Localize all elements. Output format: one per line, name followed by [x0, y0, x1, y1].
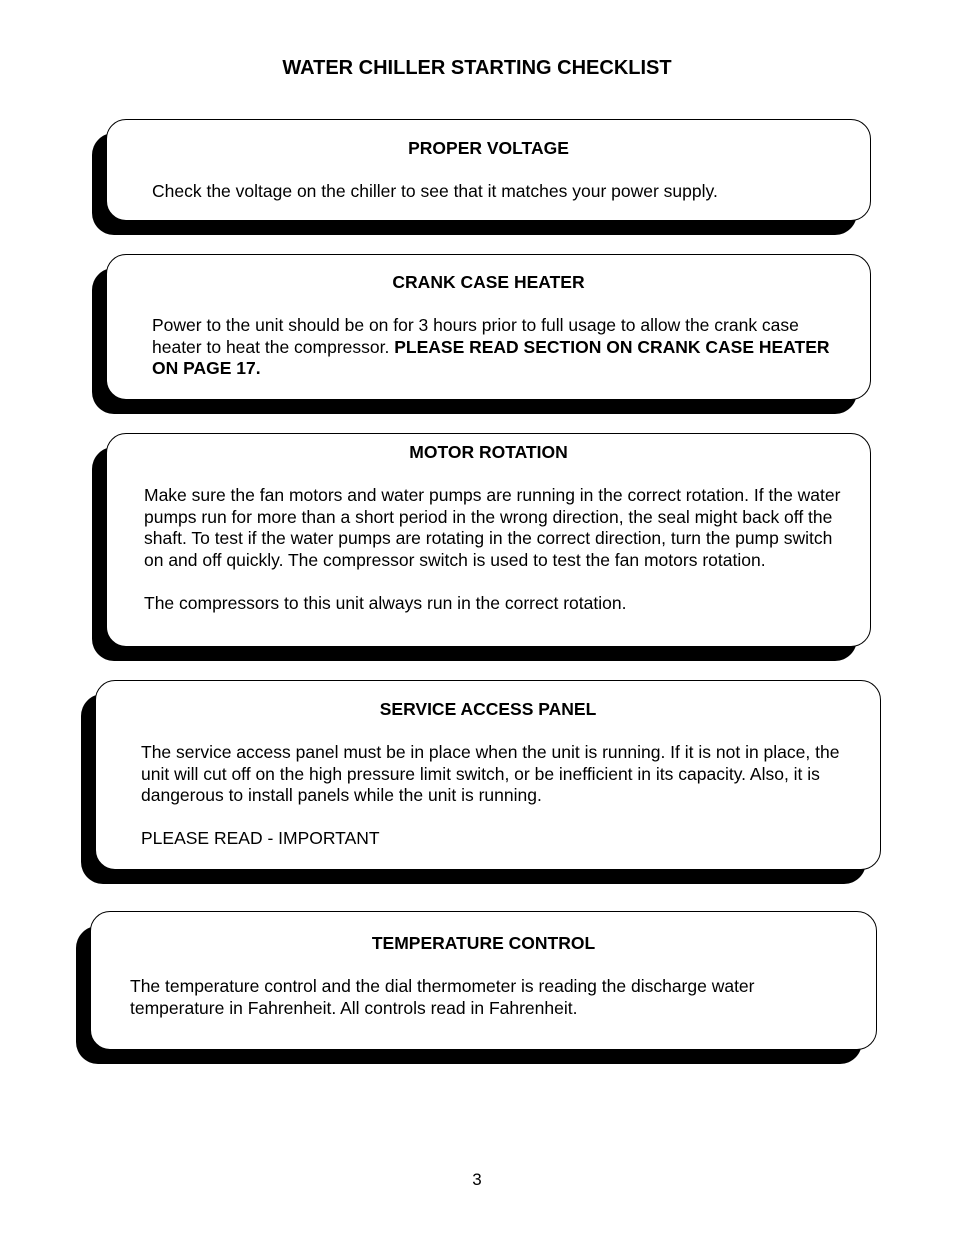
- section-heading: MOTOR ROTATION: [409, 442, 568, 462]
- section-text: Check the voltage on the chiller to see that it matches your power supply.: [152, 181, 718, 201]
- section-paragraph: The compressors to this unit always run in the correct rotation.: [144, 592, 627, 613]
- section-paragraph: Make sure the fan motors and water pumps are running in the correct rotation. If the water pumps run for more than a short period in the wrong direction, the seal might back off the shaft. To test if the water pumps are rotating in the correct direction, turn the pump switch on and off quickly. The compressor switch is used to test the fan motors rotation.: [144, 485, 841, 570]
- page-title: WATER CHILLER STARTING CHECKLIST: [282, 57, 672, 79]
- section-text: The temperature control and the dial thermometer is reading the discharge water temperature in Fahrenheit. All controls read in Fahrenheit.: [130, 976, 755, 1018]
- section-heading: SERVICE ACCESS PANEL: [379, 699, 597, 719]
- section-text-bold: PLEASE READ SECTION ON CRANK CASE HEATER ON PAGE 17.: [152, 336, 830, 378]
- section-body: [141, 742, 862, 850]
- card-proper-voltage: [106, 119, 871, 221]
- card-temperature-control: [90, 911, 877, 1050]
- section-paragraph: The service access panel must be in place when the unit is running. If it is not in place, the unit will cut off on the high pressure limit switch, or be inefficient in its capacity. Also, it is dangerous to install panels while the unit is running.: [141, 742, 840, 805]
- section-heading: PROPER VOLTAGE: [408, 138, 569, 158]
- card-service-access-panel: [95, 680, 881, 870]
- section-heading: TEMPERATURE CONTROL: [371, 933, 596, 953]
- card-crank-case-heater: [106, 254, 871, 400]
- section-text: [152, 315, 850, 380]
- section-body: [130, 976, 816, 1019]
- section-body: [152, 181, 850, 203]
- page-number: 3: [472, 1170, 482, 1189]
- card-motor-rotation: [106, 433, 871, 647]
- section-paragraph: PLEASE READ - IMPORTANT: [141, 828, 380, 848]
- section-body: [152, 315, 850, 380]
- section-body: [144, 485, 850, 631]
- section-text-plain: Power to the unit should be on for 3 hours prior to full usage to allow the crank case heater to heat the compressor.: [152, 315, 799, 357]
- section-heading: CRANK CASE HEATER: [392, 272, 585, 292]
